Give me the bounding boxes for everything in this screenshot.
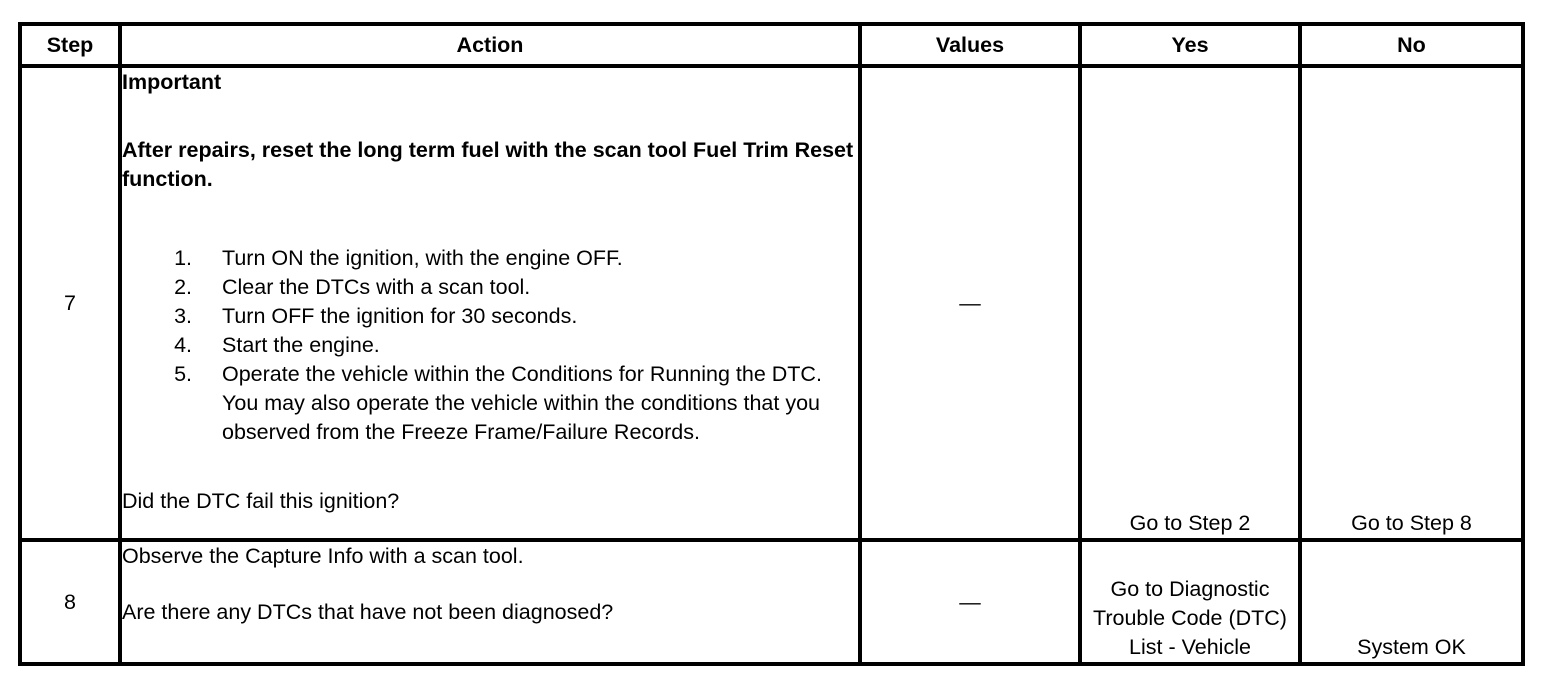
action-cell xyxy=(120,540,860,664)
values-cell: — xyxy=(860,540,1080,664)
values-cell: — xyxy=(860,66,1080,540)
list-item xyxy=(122,360,858,447)
no-outcome: Go to Step 8 xyxy=(1300,66,1523,540)
substep-text: Turn OFF the ignition for 30 seconds. xyxy=(222,304,578,328)
substep-number: 5. xyxy=(174,362,192,386)
substep-number: 4. xyxy=(174,333,192,357)
header-row xyxy=(20,24,1523,66)
step-question: Are there any DTCs that have not been diagnosed? xyxy=(122,600,614,624)
substep-number: 2. xyxy=(174,275,192,299)
important-label: Important xyxy=(122,70,222,94)
step-question: Did the DTC fail this ignition? xyxy=(122,489,400,513)
list-item xyxy=(122,331,858,360)
table-row xyxy=(20,540,1523,664)
header-no: No xyxy=(1300,24,1523,66)
substep-number: 1. xyxy=(174,246,192,270)
substep-text: Operate the vehicle within the Conditions for Running the DTC. You may also operate the vehicle within the conditions that you observed from the Freeze Frame/Failure Records. xyxy=(222,362,822,444)
no-outcome: System OK xyxy=(1300,540,1523,664)
substep-text: Clear the DTCs with a scan tool. xyxy=(222,275,531,299)
step-number: 8 xyxy=(20,540,120,664)
action-cell xyxy=(120,66,860,540)
step-number: 7 xyxy=(20,66,120,540)
important-note: After repairs, reset the long term fuel with the scan tool Fuel Trim Reset function. xyxy=(122,138,854,191)
substep-list xyxy=(122,244,858,447)
header-yes: Yes xyxy=(1080,24,1300,66)
header-action: Action xyxy=(120,24,860,66)
action-instruction: Observe the Capture Info with a scan tool. xyxy=(122,544,524,568)
list-item xyxy=(122,244,858,273)
substep-text: Start the engine. xyxy=(222,333,380,357)
diagnostic-table xyxy=(18,22,1525,666)
list-item xyxy=(122,302,858,331)
substep-number: 3. xyxy=(174,304,192,328)
header-step: Step xyxy=(20,24,120,66)
list-item xyxy=(122,273,858,302)
yes-outcome: Go to Diagnostic Trouble Code (DTC) List - Vehicle xyxy=(1080,540,1300,664)
table-row xyxy=(20,66,1523,540)
yes-outcome: Go to Step 2 xyxy=(1080,66,1300,540)
substep-text: Turn ON the ignition, with the engine OFF. xyxy=(222,246,623,270)
header-values: Values xyxy=(860,24,1080,66)
